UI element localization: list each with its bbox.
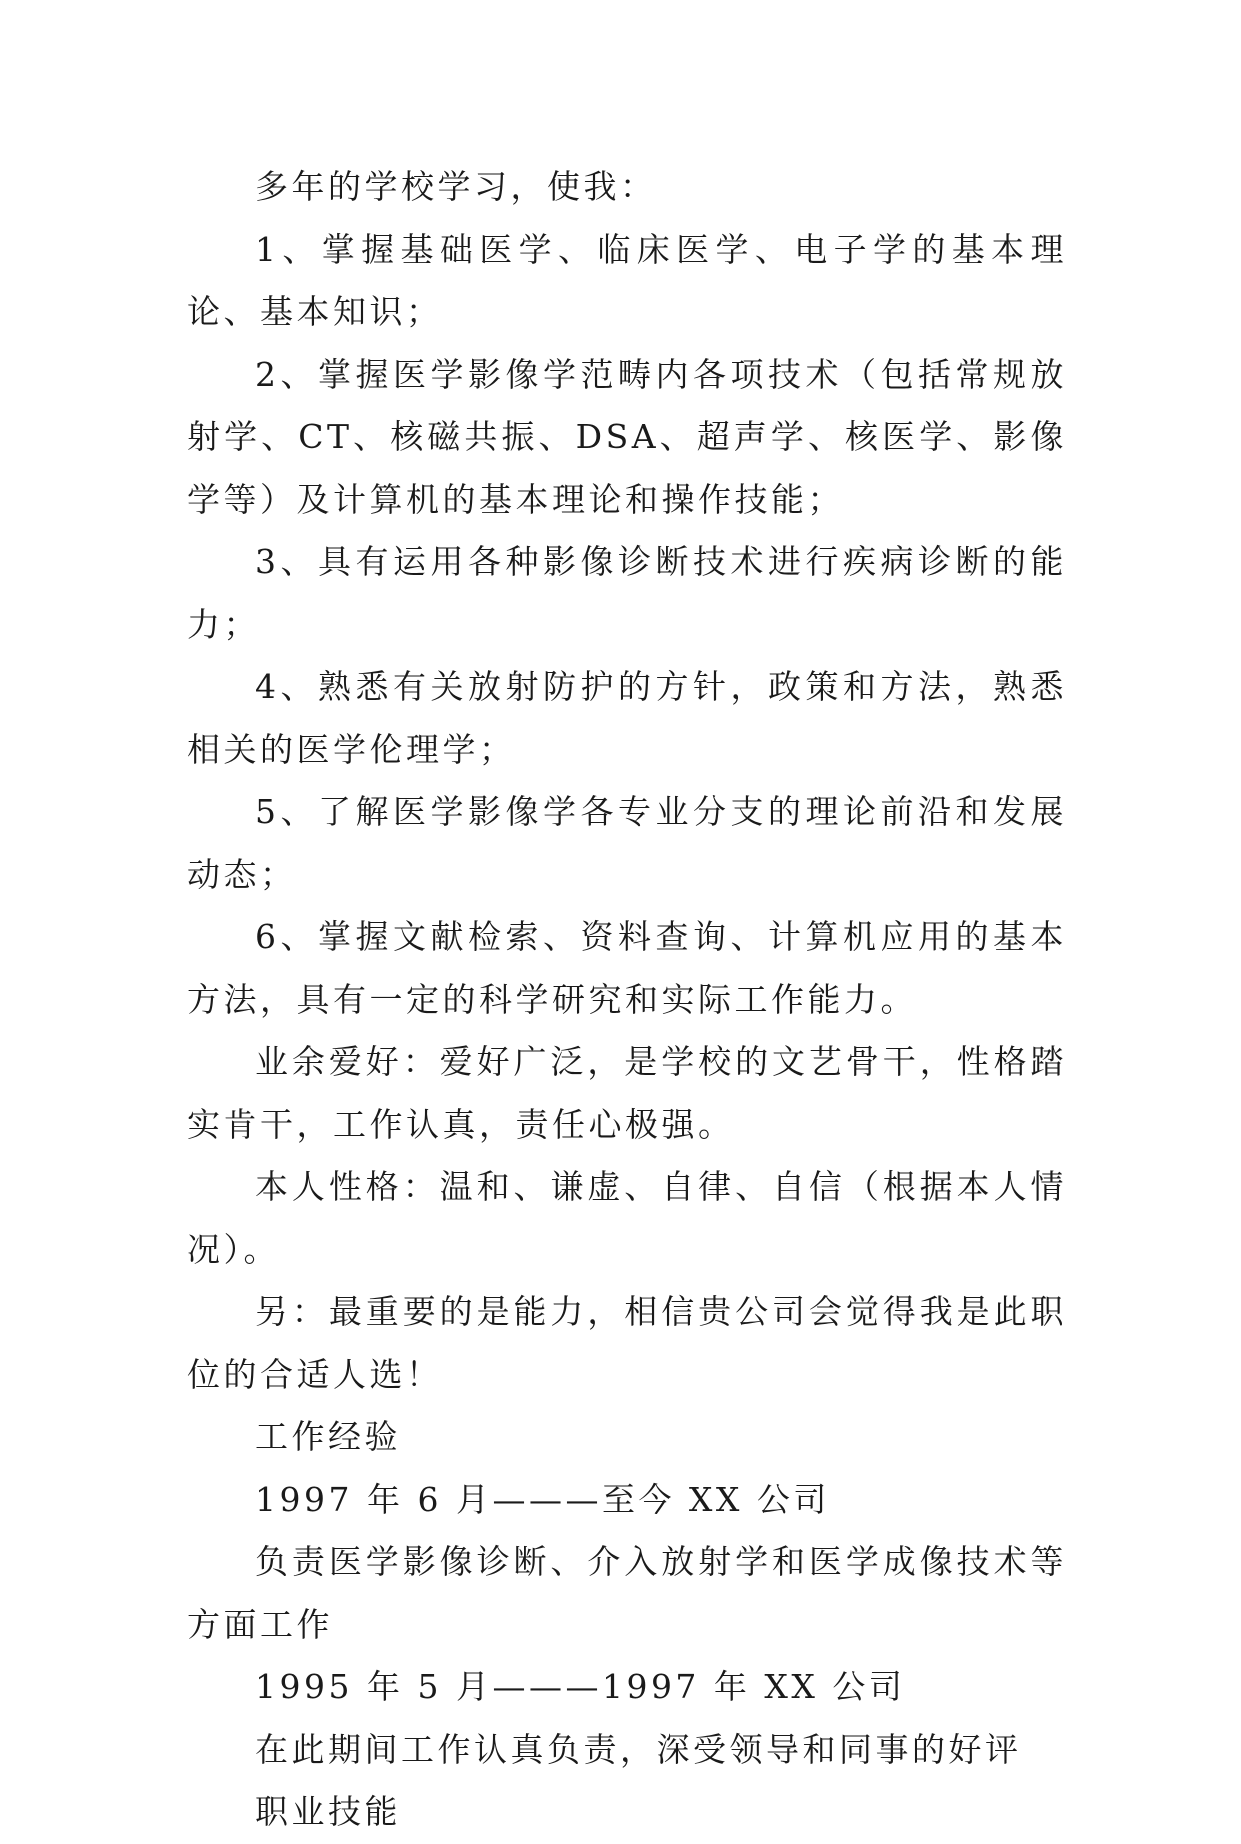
job-period-1: 1997 年 6 月———至今 XX 公司 bbox=[255, 1479, 830, 1519]
paragraph-intro: 多年的学校学习，使我： bbox=[255, 167, 657, 206]
paragraph-item-2: 2、掌握医学影像学范畴内各项技术（包括常规放射学、CT、核磁共振、DSA、超声学、核医学、影像学等）及计算机的基本理论和操作技能； bbox=[187, 354, 1067, 519]
paragraph-item-4: 4、熟悉有关放射防护的方针，政策和方法，熟悉相关的医学伦理学； bbox=[187, 667, 1067, 769]
job-period-2: 1995 年 5 月———1997 年 XX 公司 bbox=[255, 1667, 906, 1706]
document-body bbox=[187, 156, 1067, 1844]
section-heading-work-experience: 工作经验 bbox=[255, 1417, 401, 1456]
paragraph-hobbies: 业余爱好：爱好广泛，是学校的文艺骨干，性格踏实肯干，工作认真，责任心极强。 bbox=[187, 1042, 1067, 1144]
paragraph-item-1: 1、掌握基础医学、临床医学、电子学的基本理论、基本知识； bbox=[187, 229, 1067, 331]
job-description-2: 在此期间工作认真负责，深受领导和同事的好评 bbox=[255, 1729, 1022, 1769]
paragraph-item-6: 6、掌握文献检索、资料查询、计算机应用的基本方法，具有一定的科学研究和实际工作能力。 bbox=[187, 917, 1067, 1019]
paragraph-closing: 另：最重要的是能力，相信贵公司会觉得我是此职位的合适人选！ bbox=[187, 1292, 1067, 1394]
job-description-1: 负责医学影像诊断、介入放射学和医学成像技术等方面工作 bbox=[187, 1542, 1067, 1644]
paragraph-item-3: 3、具有运用各种影像诊断技术进行疾病诊断的能力； bbox=[187, 542, 1067, 644]
section-heading-skills: 职业技能 bbox=[255, 1792, 401, 1831]
paragraph-personality: 本人性格：温和、谦虚、自律、自信（根据本人情况）。 bbox=[187, 1167, 1067, 1269]
paragraph-item-5: 5、了解医学影像学各专业分支的理论前沿和发展动态； bbox=[187, 792, 1067, 894]
